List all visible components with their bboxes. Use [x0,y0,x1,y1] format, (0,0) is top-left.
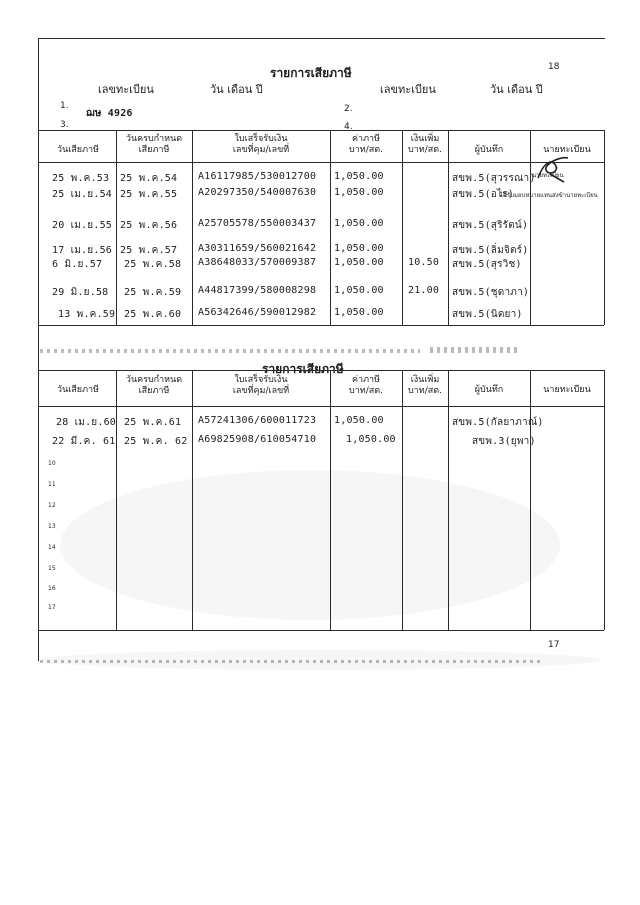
row-number: 16 [48,585,56,592]
table-row-recorder: สขพ.5(นิตยา) [452,309,523,320]
scan-noise [40,660,540,663]
table-row-recorder: สขพ.5(สุวรรณา) [452,173,536,184]
table-row-tax: 1,050.00 [334,243,384,254]
scan-noise [430,347,520,353]
row-number: 10 [48,460,56,467]
left-date-label: วัน เดือน ปี [210,83,263,96]
table-row-paid: 13 พ.ค.59 [58,309,116,320]
table-row-tax: 1,050.00 [334,285,384,296]
table-row-extra: 10.50 [408,257,440,268]
row-number: 12 [48,502,56,509]
table-row-due: 25 พ.ค.55 [120,189,178,200]
table-row-paid: 17 เม.ย.56 [52,245,113,256]
table-row-receipt: A16117985/530012700 [198,171,317,182]
col-receipt-header: ใบเสร็จรับเงิน เลขที่คุม/เลขที่ [232,375,290,396]
table-row-paid: 20 เม.ย.55 [52,220,113,231]
col-registrar-header: นายทะเบียน [543,385,591,395]
row-number: 15 [48,565,56,572]
table-row-receipt: A38648033/570009387 [198,257,317,268]
table-row-paid: 6 มิ.ย.57 [52,259,103,270]
table-row-paid: 25 พ.ค.53 [52,173,110,184]
col-tax-header: ค่าภาษี บาท/สต. [349,375,383,396]
row-number: 14 [48,544,56,551]
row-number: 13 [48,523,56,530]
table-row-receipt: A44817399/580008298 [198,285,317,296]
table-row-recorder: สขพ.5(สุริรัตน์) [452,220,529,231]
table-row-due: 25 พ.ค.58 [124,259,182,270]
right-date-label: วัน เดือน ปี [490,83,543,96]
table-row-tax: 1,050.00 [334,415,384,426]
col-tax-header: ค่าภาษี บาท/สต. [349,134,383,155]
page-number-top: 18 [548,62,560,72]
table-row-receipt: A20297350/540007630 [198,187,317,198]
table-row-paid: 28 เม.ย.60 [56,417,117,428]
table-row-recorder: สขพ.5(สุรวิช) [452,259,522,270]
table-row-receipt: A25705578/550003437 [198,218,317,229]
signature-icon [534,152,574,186]
line-number-2: 2. [344,104,353,114]
table-row-receipt: A69825908/610054710 [198,434,317,445]
header-title: รายการเสียภาษี [270,66,352,80]
col-paid-date-header: วันเสียภาษี [57,145,99,155]
col-due-date-header: วันครบกำหนด เสียภาษี [125,375,183,396]
left-registration-label: เลขทะเบียน [98,83,154,96]
registrar-stamp-title: นายทะเบียน [532,172,564,179]
col-extra-header: เงินเพิ่ม บาท/สต. [408,375,442,396]
page-number-bottom: 17 [548,640,560,650]
table-row-recorder: สขพ.5(กัลยาภาณ์) [452,417,544,428]
line-number-1: 1. [60,101,69,111]
scan-noise [40,349,420,353]
table-row-receipt: A57241306/600011723 [198,415,317,426]
table-row-paid: 25 เม.ย.54 [52,189,113,200]
table-row-receipt: A56342646/590012982 [198,307,317,318]
registration-number: ฌษ 4926 [86,108,133,119]
table-row-tax: 1,050.00 [334,218,384,229]
table-row-recorder: สขพ.5(ลิ่มจิตร์) [452,245,529,256]
line-number-4: 4. [344,122,353,132]
table-row-due: 25 พ.ค.60 [124,309,182,320]
table-row-recorder: สขพ.5(อไร) [452,189,515,200]
col-recorder-header: ผู้บันทึก [474,145,504,155]
table-row-due: 25 พ.ค. 62 [124,436,188,447]
table-row-tax: 1,050.00 [346,434,396,445]
row-number: 11 [48,481,56,488]
table-row-tax: 1,050.00 [334,171,384,182]
table-row-recorder: สขพ.5(ชุดาภา) [452,287,530,298]
table-row-paid: 22 มี.ค. 61 [52,436,116,447]
table-row-paid: 29 มิ.ย.58 [52,287,109,298]
col-due-date-header: วันครบกำหนด เสียภาษี [125,134,183,155]
table-row-due: 25 พ.ค.59 [124,287,182,298]
table-row-recorder: สขพ.3(ยุพา) [472,436,536,447]
col-receipt-header: ใบเสร็จรับเงิน เลขที่คุม/เลขที่ [232,134,290,155]
table-row-due: 25 พ.ค.54 [120,173,178,184]
line-number-3: 3. [60,120,69,130]
col-recorder-header: ผู้บันทึก [474,385,504,395]
col-registrar-header: นายทะเบียน [543,145,591,155]
table-row-due: 25 พ.ค.57 [120,245,178,256]
row-number: 17 [48,604,56,611]
table-row-tax: 1,050.00 [334,187,384,198]
col-paid-date-header: วันเสียภาษี [57,385,99,395]
right-registration-label: เลขทะเบียน [380,83,436,96]
table-row-receipt: A30311659/560021642 [198,243,317,254]
table-row-tax: 1,050.00 [334,257,384,268]
table-row-due: 25 พ.ค.61 [124,417,182,428]
col-extra-header: เงินเพิ่ม บาท/สต. [408,134,442,155]
registrar-stamp-text: ได้รับมอบหมายแทนส่งข้านายทะเบียน [500,192,598,199]
table-row-due: 25 พ.ค.56 [120,220,178,231]
table-2-title: รายการเสียภาษี [262,362,344,376]
table-row-tax: 1,050.00 [334,307,384,318]
table-row-extra: 21.00 [408,285,440,296]
